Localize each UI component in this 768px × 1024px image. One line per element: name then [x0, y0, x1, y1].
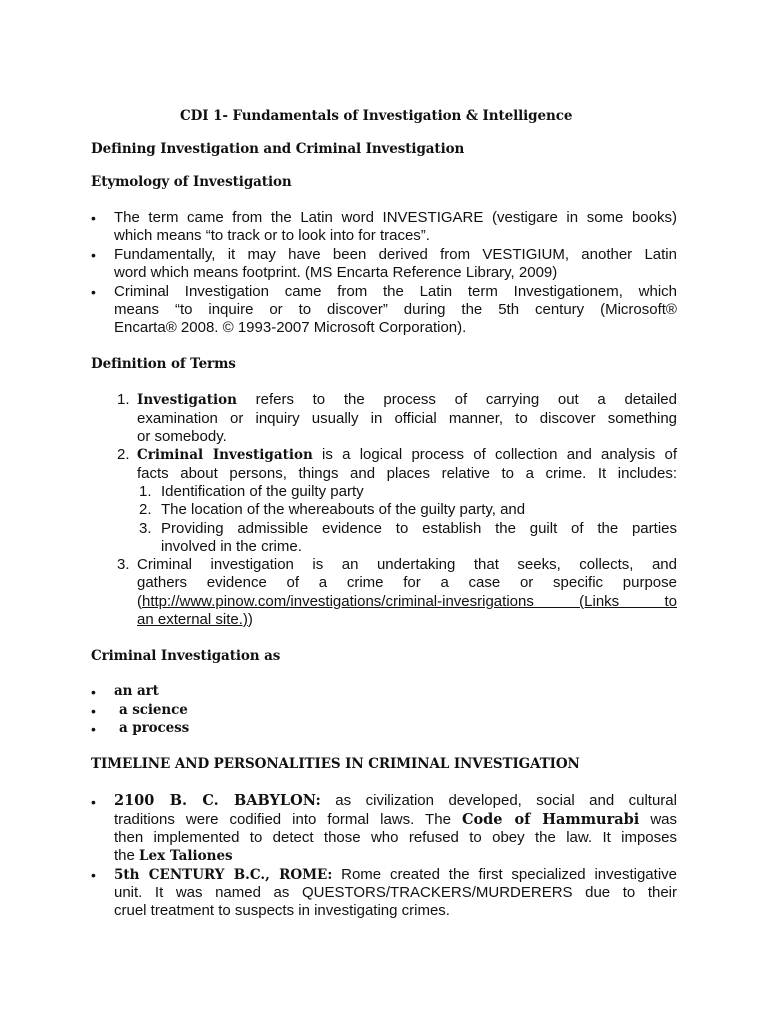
bullet-icon: •	[91, 247, 96, 263]
etymology-item-2-line-1: Fundamentally, it may have been derived from VESTIGIUM, another Latin	[114, 246, 677, 263]
timeline-2-text: Rome created the first specialized investigative	[332, 866, 677, 883]
subterm-3-line-1: Providing admissible evidence to establish the guilt of the parties	[161, 520, 677, 537]
term-1-line-2: examination or inquiry usually in official manner, to discover something	[137, 410, 677, 427]
timeline-1-text-4: the	[114, 847, 140, 864]
timeline-2-label: 5th CENTURY B.C., ROME:	[114, 867, 333, 883]
etymology-item-1-line-2: which means “to track or to look into for traces”.	[114, 227, 430, 244]
bullet-icon: •	[91, 684, 96, 700]
timeline-1-line-3: then implemented to detect those who refused to obey the law. It imposes	[114, 829, 677, 846]
code-of-hammurabi: Code of Hammurabi	[461, 811, 640, 828]
subterm-2: The location of the whereabouts of the guilty party, and	[161, 501, 526, 518]
term-number: 2.	[117, 446, 130, 463]
bullet-icon: •	[91, 703, 96, 719]
term-2-line-2: facts about persons, things and places relative to a crime. It includes:	[137, 465, 677, 482]
timeline-1-line-4	[114, 847, 233, 865]
term-3-line-4	[137, 611, 253, 628]
timeline-1-text-2: traditions were codified into formal laws. The	[114, 811, 462, 828]
term-1-line-1	[137, 391, 677, 409]
timeline-1-line-2	[114, 811, 677, 829]
as-item: a process	[119, 720, 190, 736]
as-item: an art	[114, 683, 159, 699]
etymology-item-3-line-2: means “to inquire or to discover” during the 5th century (Microsoft®	[114, 301, 677, 318]
document-title: CDI 1- Fundamentals of Investigation & Intelligence	[180, 108, 573, 124]
term-3-line-1: Criminal investigation is an undertaking that seeks, collects, and	[137, 556, 677, 573]
heading-etymology: Etymology of Investigation	[91, 174, 292, 190]
external-link-continued[interactable]: an external site.)	[137, 611, 248, 628]
timeline-1-line-1	[114, 792, 677, 810]
subterm-number: 1.	[139, 483, 152, 500]
subterm-number: 2.	[139, 501, 152, 518]
heading-definition-of-terms: Definition of Terms	[91, 356, 236, 372]
timeline-1-text: as civilization developed, social and cultural	[320, 792, 677, 809]
term-1-line-3: or somebody.	[137, 428, 227, 445]
subterm-number: 3.	[139, 520, 152, 537]
bullet-icon: •	[91, 284, 96, 300]
term-number: 3.	[117, 556, 130, 573]
term-2-text: is a logical process of collection and analysis of	[312, 446, 677, 463]
paren-open: (	[137, 593, 142, 610]
subterm-3-line-2: involved in the crime.	[161, 538, 302, 555]
term-1-text: refers to the process of carrying out a detailed	[236, 391, 677, 408]
timeline-2-line-3: cruel treatment to suspects in investigating crimes.	[114, 902, 450, 919]
timeline-1-label: 2100 B. C. BABYLON:	[114, 792, 321, 809]
etymology-item-3-line-1: Criminal Investigation came from the Latin term Investigationem, which	[114, 283, 677, 300]
term-number: 1.	[117, 391, 130, 408]
lex-taliones: Lex Taliones	[139, 848, 233, 864]
external-link[interactable]: http://www.pinow.com/investigations/criminal-invesrigations (Links to	[142, 593, 677, 610]
subterm-1: Identification of the guilty party	[161, 483, 364, 500]
paren-close: )	[247, 611, 253, 628]
term-2-line-1	[137, 446, 677, 464]
etymology-item-3-line-3: Encarta® 2008. © 1993-2007 Microsoft Corporation).	[114, 319, 467, 336]
bullet-icon: •	[91, 794, 96, 810]
as-item: a science	[119, 702, 188, 718]
bullet-icon: •	[91, 721, 96, 737]
bullet-icon: •	[91, 210, 96, 226]
term-3-line-2: gathers evidence of a crime for a case or specific purpose	[137, 574, 677, 591]
timeline-2-line-1	[114, 866, 677, 884]
bullet-icon: •	[91, 867, 96, 883]
etymology-item-1-line-1: The term came from the Latin word INVESTIGARE (vestigare in some books)	[114, 209, 677, 226]
heading-timeline: TIMELINE AND PERSONALITIES IN CRIMINAL INVESTIGATION	[91, 756, 580, 772]
timeline-1-text-2-end: was	[639, 811, 677, 828]
term-2-keyword: Criminal Investigation	[137, 447, 313, 463]
etymology-item-2-line-2: word which means footprint. (MS Encarta Reference Library, 2009)	[114, 264, 558, 281]
timeline-2-line-2: unit. It was named as QUESTORS/TRACKERS/MURDERERS due to their	[114, 884, 677, 901]
heading-criminal-investigation-as: Criminal Investigation as	[91, 648, 281, 664]
term-3-line-3	[137, 593, 677, 610]
heading-defining: Defining Investigation and Criminal Investigation	[91, 141, 465, 157]
term-1-keyword: Investigation	[137, 392, 237, 408]
